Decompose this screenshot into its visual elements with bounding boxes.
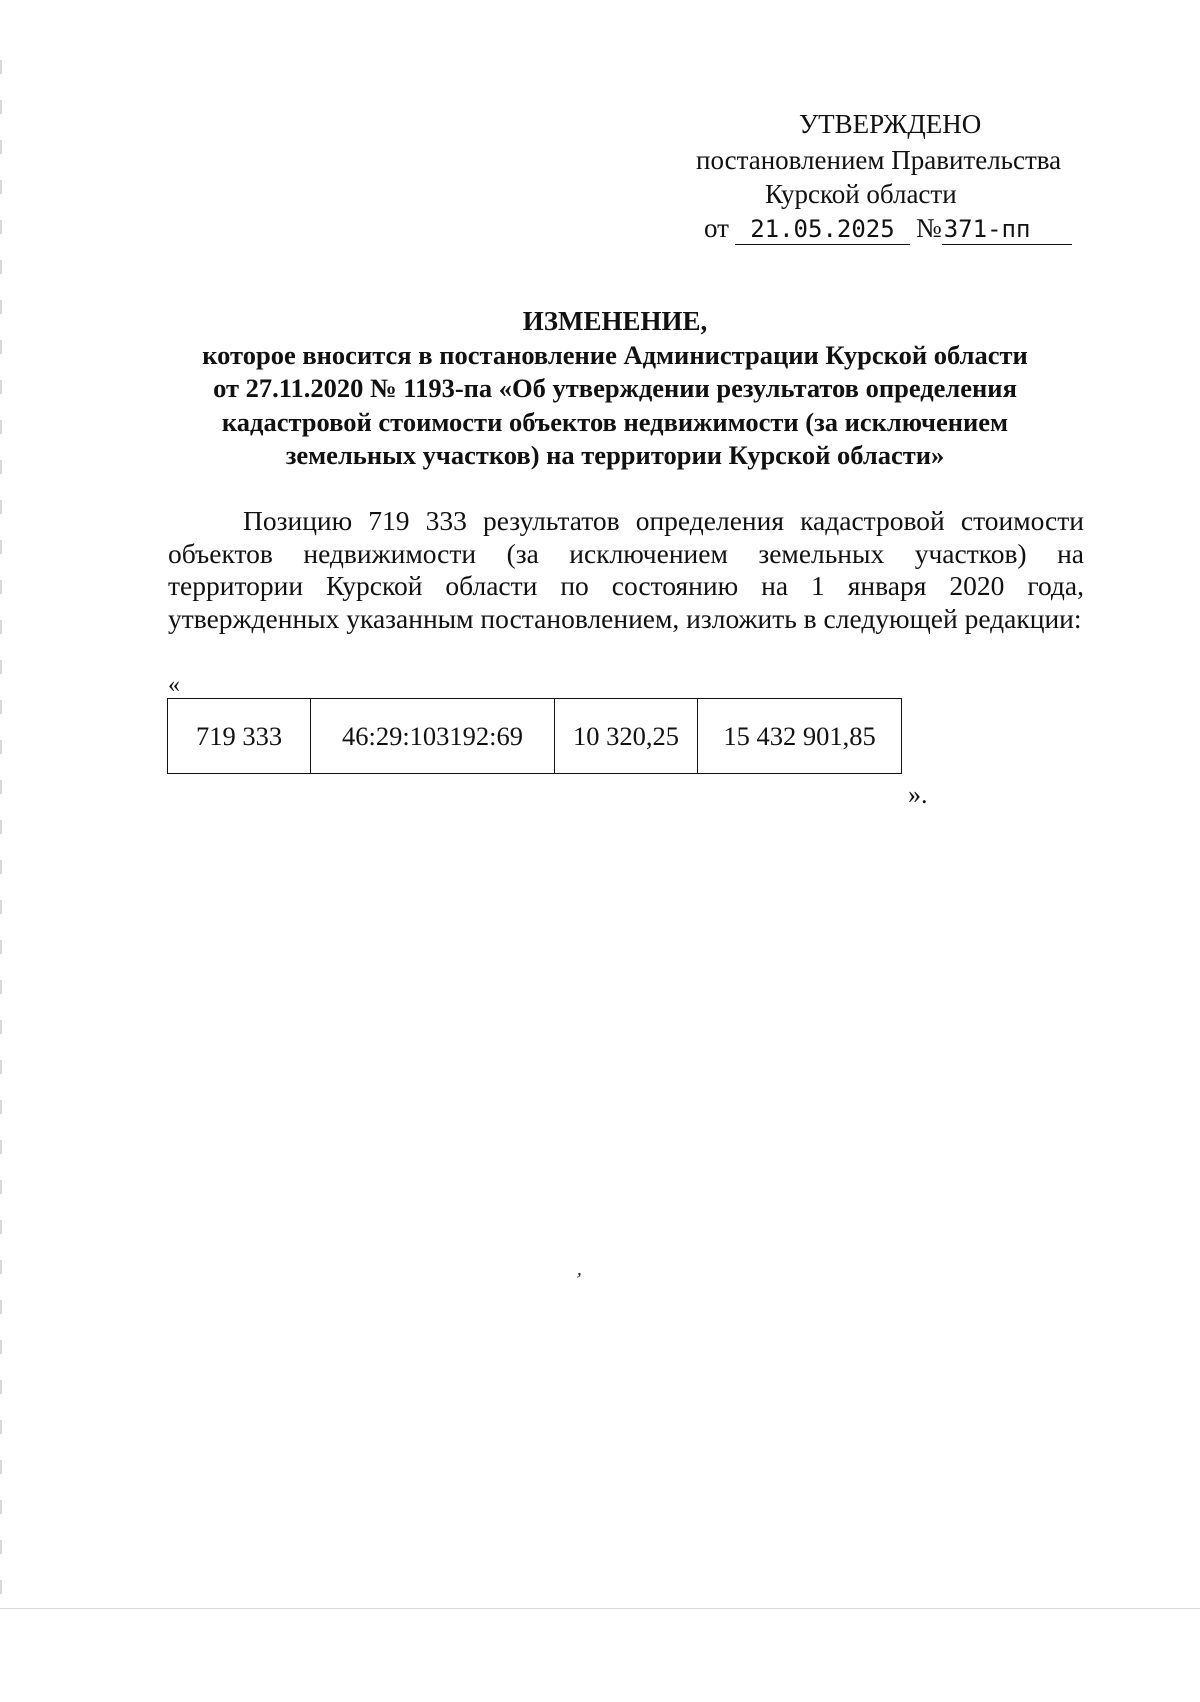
heading-line-2: от 27.11.2020 № 1193-па «Об утверждении результатов определения [213, 373, 1017, 403]
record-table [167, 698, 902, 774]
heading-line-4: земельных участков) на территории Курской области» [285, 440, 945, 470]
approved-by-line-1: постановлением Правительства [696, 145, 1062, 175]
scan-edge-artifact [0, 60, 2, 1620]
heading-line-3: кадастровой стоимости объектов недвижимости (за исключением [221, 406, 1009, 437]
scan-line-artifact [0, 1608, 1200, 1609]
cell-position: 719 333 [168, 699, 311, 774]
opening-quote: « [168, 672, 180, 698]
heading-line-1: которое вносится в постановление Администрации Курской области [202, 339, 1028, 370]
heading-title: ИЗМЕНЕНИЕ, [522, 306, 708, 336]
cell-cadastral-number: 46:29:103192:69 [311, 699, 555, 774]
approved-by-line-2: Курской области [765, 179, 957, 209]
cell-area: 10 320,25 [555, 699, 698, 774]
stray-ink-mark: , [575, 1257, 586, 1281]
table-row [168, 699, 902, 774]
approval-date-number-line [704, 212, 1072, 245]
approval-number: 371-пп [942, 215, 1072, 245]
document-heading [150, 305, 1080, 473]
approved-label: УТВЕРЖДЕНО [799, 109, 982, 139]
number-sign: № [915, 213, 942, 243]
from-label: от [704, 213, 729, 243]
closing-quote: ». [908, 780, 928, 809]
cell-cadastral-value: 15 432 901,85 [698, 699, 902, 774]
body-paragraph: Позицию 719 333 результатов определения кадастровой стоимости объектов недвижимости (за исключением земельных участков) на территории Курской области по состоянию на 1 января 2020 года, утвержденных указанным постановлением, изложить в следующей редакции: [168, 505, 1084, 634]
approval-date: 21.05.2025 [735, 215, 910, 245]
